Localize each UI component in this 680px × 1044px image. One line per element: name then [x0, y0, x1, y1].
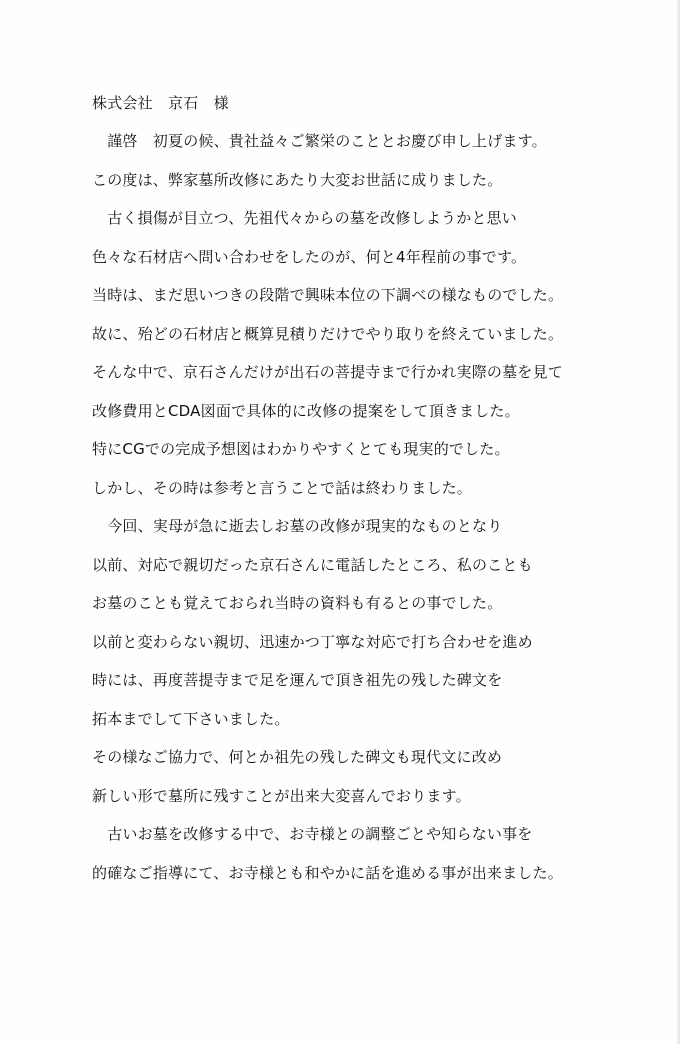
- letter-line: そんな中で、京石さんだけが出石の菩提寺まで行かれ実際の墓を見て: [92, 363, 563, 381]
- letter-body: [92, 93, 612, 901]
- letter-line: 拓本までして下さいました。: [92, 709, 290, 728]
- letter-line: 的確なご指導にて、お寺様とも和やかに話を進める事が出来ました。: [92, 863, 563, 882]
- letter-line: 以前、対応で親切だった京石さんに電話したところ、私のことも: [92, 555, 533, 574]
- letter-line: その様なご協力で、何とか祖先の残した碑文も現代文に改め: [92, 748, 503, 766]
- letter-line: 改修費用とCDA図面で具体的に改修の提案をして頂きました。: [92, 401, 520, 420]
- addressee: 株式会社 京石 様: [92, 94, 229, 112]
- letter-line: 時には、再度菩提寺まで足を運んで頂き祖先の残した碑文を: [92, 671, 503, 689]
- letter-line: 古く損傷が目立つ、先祖代々からの墓を改修しようかと思い: [92, 209, 518, 227]
- letter-line: しかし、その時は参考と言うことで話は終わりました。: [92, 478, 473, 497]
- letter-line: 当時は、まだ思いつきの段階で興味本位の下調べの様なものでした。: [92, 286, 564, 304]
- letter-line: 古いお墓を改修する中で、お寺様との調整ごとや知らない事を: [92, 825, 533, 843]
- letter-line: 以前と変わらない親切、迅速かつ丁寧な対応で打ち合わせを進め: [92, 632, 533, 651]
- letter-line: お墓のことも覚えておられ当時の資料も有るとの事でした。: [92, 594, 503, 612]
- letter-line: この度は、弊家墓所改修にあたり大変お世話に成りました。: [92, 170, 503, 189]
- letter-line: 新しい形で墓所に残すことが出来大変喜んでおります。: [92, 786, 471, 805]
- letter-line: 色々な石材店へ問い合わせをしたのが、何と4年程前の事です。: [92, 247, 527, 266]
- letter-line: 故に、殆どの石材店と概算見積りだけでやり取りを終えていました。: [92, 324, 564, 343]
- letter-line: 謹啓 初夏の候、貴社益々ご繁栄のこととお慶び申し上げます。: [92, 132, 547, 150]
- letter-line: 特にCGでの完成予想図はわかりやすくとても現実的でした。: [92, 440, 510, 458]
- letter-line: 今回、実母が急に逝去しお墓の改修が現実的なものとなり: [92, 517, 503, 535]
